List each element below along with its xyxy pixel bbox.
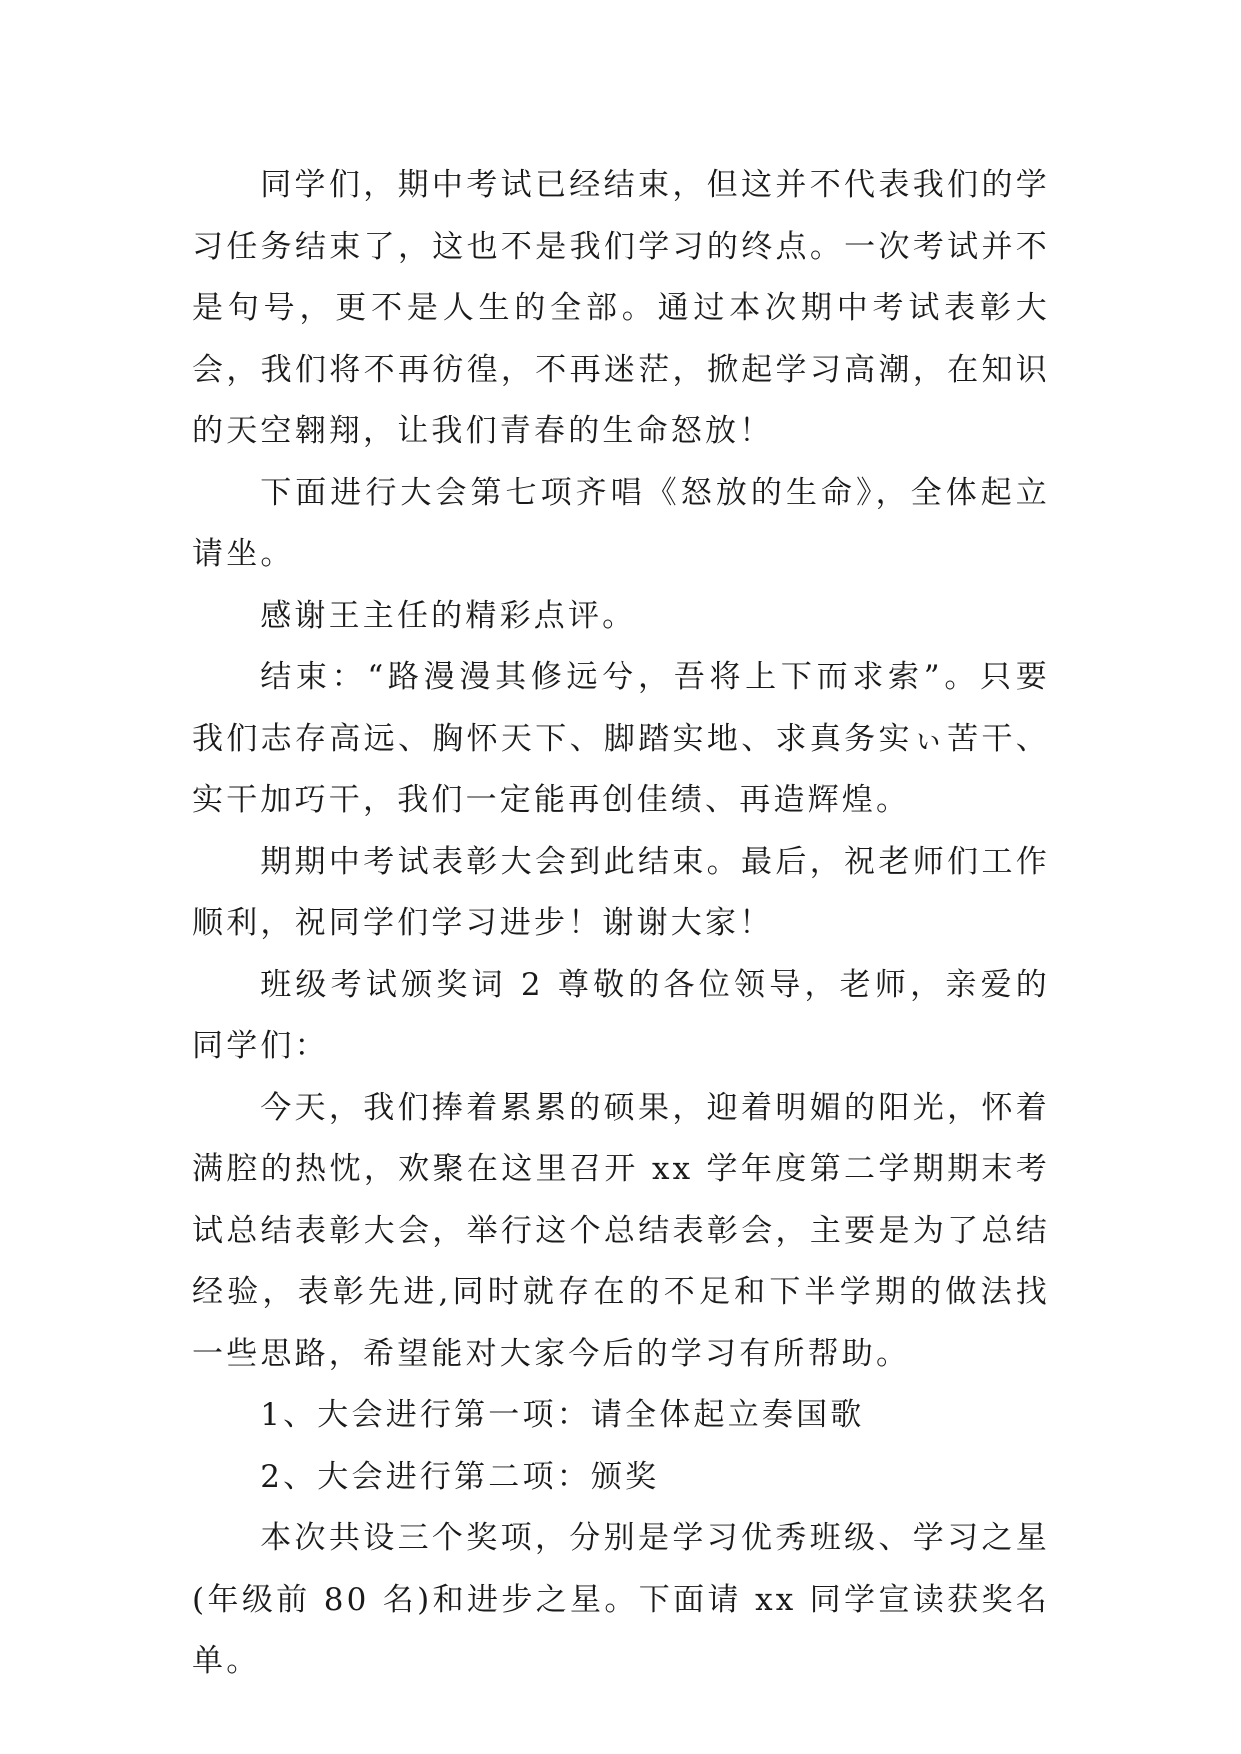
document-body [192, 155, 1050, 1693]
paragraph-awards: 本次共设三个奖项，分别是学习优秀班级、学习之星(年级前 80 名)和进步之星。下面请 xx 同学宣读获奖名单。 [192, 1520, 1050, 1679]
paragraph-speech-two-title: 班级考试颁奖词 2 尊敬的各位领导，老师，亲爱的同学们： [192, 966, 1050, 1064]
paragraph-opening: 今天，我们捧着累累的硕果，迎着明媚的阳光，怀着满腔的热忱，欢聚在这里召开 xx 学年度第二学期期末考试总结表彰大会，举行这个总结表彰会，主要是为了总结经验，表彰先进,同时就存在的不足和下半学期的做法找一些思路，希望能对大家今后的学习有所帮助。 [192, 1089, 1050, 1372]
paragraph-item-one: 1、大会进行第一项：请全体起立奏国歌 [260, 1397, 865, 1433]
paragraph-item-two: 2、大会进行第二项：颁奖 [260, 1458, 660, 1495]
paragraph-ending-quote: 结束：“路漫漫其修远兮，吾将上下而求索”。只要我们志存高远、胸怀天下、脚踏实地、求真务实ぃ苦干、实干加巧干，我们一定能再创佳绩、再造辉煌。 [192, 659, 1050, 818]
paragraph-closing-remarks: 同学们，期中考试已经结束，但这并不代表我们的学习任务结束了，这也不是我们学习的终点。一次考试并不是句号，更不是人生的全部。通过本次期中考试表彰大会，我们将不再彷徨，不再迷茫，掀起学习高潮，在知识的天空翱翔，让我们青春的生命怒放！ [192, 167, 1050, 449]
paragraph-thanks: 感谢王主任的精彩点评。 [260, 597, 637, 634]
paragraph-item-seven-song: 下面进行大会第七项齐唱《怒放的生命》，全体起立请坐。 [192, 474, 1050, 572]
paragraph-meeting-end: 期期中考试表彰大会到此结束。最后，祝老师们工作顺利，祝同学们学习进步！谢谢大家！ [192, 843, 1050, 941]
